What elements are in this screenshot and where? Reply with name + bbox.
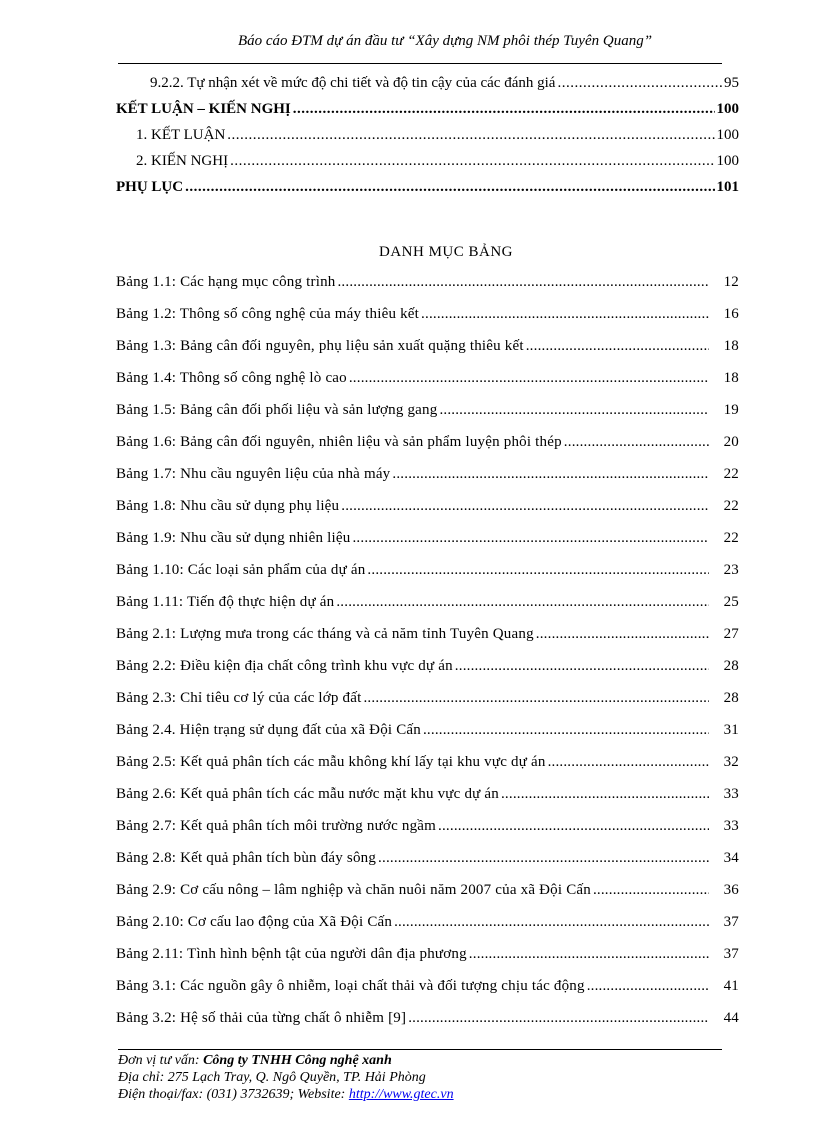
toc-entry[interactable] — [116, 179, 739, 205]
toc-entry-text: KẾT LUẬN – KIẾN NGHỊ — [116, 101, 291, 117]
table-item-page: 28 — [723, 690, 739, 706]
table-item-text: Bảng 1.4: Thông số công nghệ lò cao — [116, 370, 347, 386]
table-list-item[interactable] — [116, 434, 739, 466]
toc-entry-text: 2. KIẾN NGHỊ — [136, 153, 229, 169]
table-item-page: 28 — [723, 658, 739, 674]
table-item-text: Bảng 2.1: Lượng mưa trong các tháng và cả năm tỉnh Tuyên Quang — [116, 626, 534, 642]
table-item-page: 12 — [723, 274, 739, 290]
dot-leader — [408, 1010, 709, 1027]
table-list — [116, 274, 739, 1042]
footer-divider — [118, 1049, 722, 1050]
toc-entry-text: 1. KẾT LUẬN — [136, 127, 226, 143]
table-list-item[interactable] — [116, 722, 739, 754]
table-list-item[interactable] — [116, 626, 739, 658]
table-list-item[interactable] — [116, 914, 739, 946]
table-item-page: 25 — [723, 594, 739, 610]
table-list-item[interactable] — [116, 850, 739, 882]
dot-leader — [341, 498, 709, 515]
toc-entry-page: 95 — [724, 75, 739, 91]
dot-leader — [378, 850, 709, 867]
toc-entry[interactable] — [116, 153, 739, 179]
dot-leader — [557, 75, 722, 92]
table-item-text: Bảng 2.4. Hiện trạng sử dụng đất của xã Đội Cấn — [116, 722, 421, 738]
table-item-text: Bảng 2.3: Chỉ tiêu cơ lý của các lớp đất — [116, 690, 362, 706]
table-item-page: 22 — [723, 530, 739, 546]
dot-leader — [349, 370, 709, 387]
table-item-page: 23 — [723, 562, 739, 578]
footer-contact-line — [118, 1086, 454, 1103]
table-item-page: 37 — [723, 946, 739, 962]
table-list-item[interactable] — [116, 562, 739, 594]
toc-entry-text: PHỤ LỤC — [116, 179, 184, 195]
table-item-page: 44 — [723, 1010, 739, 1026]
table-list-item[interactable] — [116, 754, 739, 786]
table-item-text: Bảng 1.6: Bảng cân đối nguyên, nhiên liệu và sản phẩm luyện phôi thép — [116, 434, 562, 450]
dot-leader — [336, 594, 709, 611]
dot-leader — [548, 754, 709, 771]
table-item-page: 31 — [723, 722, 739, 738]
table-list-item[interactable] — [116, 882, 739, 914]
table-item-text: Bảng 1.3: Bảng cân đối nguyên, phụ liệu sản xuất quặng thiêu kết — [116, 338, 524, 354]
table-list-item[interactable] — [116, 402, 739, 434]
table-item-page: 41 — [723, 978, 739, 994]
table-item-text: Bảng 3.2: Hệ số thải của từng chất ô nhiễm [9] — [116, 1010, 407, 1026]
dot-leader — [501, 786, 709, 803]
table-item-page: 18 — [723, 370, 739, 386]
table-list-item[interactable] — [116, 946, 739, 978]
dot-leader — [227, 127, 714, 144]
table-item-text: Bảng 1.1: Các hạng mục công trình — [116, 274, 336, 290]
dot-leader — [185, 179, 714, 196]
dot-leader — [469, 946, 709, 963]
footer-unit-line — [118, 1052, 454, 1069]
section-title: DANH MỤC BẢNG — [378, 244, 513, 260]
table-list-item[interactable] — [116, 338, 739, 370]
table-item-text: Bảng 2.8: Kết quả phân tích bùn đáy sông — [116, 850, 377, 866]
dot-leader — [293, 101, 715, 118]
table-item-page: 20 — [723, 434, 739, 450]
table-list-item[interactable] — [116, 306, 739, 338]
page-footer — [118, 1052, 454, 1103]
dot-leader — [230, 153, 714, 170]
table-list-item[interactable] — [116, 370, 739, 402]
table-list-item[interactable] — [116, 594, 739, 626]
toc-entry-page: 100 — [716, 101, 739, 117]
dot-leader — [421, 306, 709, 323]
table-list-item[interactable] — [116, 466, 739, 498]
dot-leader — [352, 530, 709, 547]
dot-leader — [455, 658, 709, 675]
table-item-text: Bảng 2.10: Cơ cấu lao động của Xã Đội Cấn — [116, 914, 393, 930]
table-item-page: 33 — [723, 786, 739, 802]
dot-leader — [439, 402, 709, 419]
dot-leader — [587, 978, 709, 995]
footer-address: Địa chỉ: 275 Lạch Tray, Q. Ngô Quyền, TP. Hải Phòng — [118, 1070, 426, 1085]
table-item-text: Bảng 2.2: Điều kiện địa chất công trình khu vực dự án — [116, 658, 453, 674]
table-item-page: 22 — [723, 466, 739, 482]
dot-leader — [564, 434, 709, 451]
table-item-text: Bảng 2.5: Kết quả phân tích các mẫu không khí lấy tại khu vực dự án — [116, 754, 546, 770]
dot-leader — [438, 818, 709, 835]
table-list-item[interactable] — [116, 1010, 739, 1042]
table-list-item[interactable] — [116, 658, 739, 690]
dot-leader — [337, 274, 709, 291]
table-item-page: 32 — [723, 754, 739, 770]
table-item-page: 22 — [723, 498, 739, 514]
table-list-item[interactable] — [116, 274, 739, 306]
dot-leader — [423, 722, 709, 739]
dot-leader — [593, 882, 709, 899]
footer-unit-label: Đơn vị tư vấn: — [118, 1053, 200, 1068]
table-list-item[interactable] — [116, 978, 739, 1010]
toc-entry-text: 9.2.2. Tự nhận xét về mức độ chi tiết và độ tin cậy của các đánh giá — [150, 75, 556, 91]
dot-leader — [363, 690, 709, 707]
table-item-page: 33 — [723, 818, 739, 834]
table-item-page: 36 — [723, 882, 739, 898]
table-list-item[interactable] — [116, 690, 739, 722]
footer-company: Công ty TNHH Công nghệ xanh — [203, 1053, 392, 1068]
toc-entry-page: 100 — [716, 153, 739, 169]
toc-entry-page: 100 — [716, 127, 739, 143]
table-item-text: Bảng 1.11: Tiến độ thực hiện dự án — [116, 594, 335, 610]
header-title: Báo cáo ĐTM dự án đầu tư “Xây dựng NM phôi thép Tuyên Quang” — [237, 33, 653, 49]
footer-phone: Điện thoại/fax: (031) 3732639; Website: — [118, 1087, 346, 1102]
table-item-page: 37 — [723, 914, 739, 930]
table-list-item[interactable] — [116, 530, 739, 562]
table-list-item[interactable] — [116, 498, 739, 530]
toc-entry-page: 101 — [716, 179, 739, 195]
table-item-text: Bảng 1.10: Các loại sản phẩm của dự án — [116, 562, 366, 578]
header-divider — [118, 63, 722, 64]
table-item-page: 16 — [723, 306, 739, 322]
website-link[interactable]: http://www.gtec.vn — [348, 1087, 454, 1102]
table-item-text: Bảng 1.2: Thông số công nghệ của máy thiêu kết — [116, 306, 420, 322]
table-item-page: 27 — [723, 626, 739, 642]
table-list-item[interactable] — [116, 786, 739, 818]
table-item-page: 18 — [723, 338, 739, 354]
table-list-item[interactable] — [116, 818, 739, 850]
dot-leader — [392, 466, 709, 483]
toc-entry[interactable] — [116, 127, 739, 153]
table-item-text: Bảng 2.7: Kết quả phân tích môi trường nước ngầm — [116, 818, 437, 834]
table-item-page: 34 — [723, 850, 739, 866]
table-item-page: 19 — [723, 402, 739, 418]
toc-entry[interactable] — [116, 101, 739, 127]
dot-leader — [536, 626, 709, 643]
table-item-text: Bảng 1.5: Bảng cân đối phối liệu và sản lượng gang — [116, 402, 438, 418]
table-item-text: Bảng 2.11: Tình hình bệnh tật của người dân địa phương — [116, 946, 467, 962]
dot-leader — [394, 914, 709, 931]
toc-continuation — [116, 75, 739, 205]
table-item-text: Bảng 1.8: Nhu cầu sử dụng phụ liệu — [116, 498, 340, 514]
table-item-text: Bảng 2.6: Kết quả phân tích các mẫu nước mặt khu vực dự án — [116, 786, 499, 802]
table-item-text: Bảng 2.9: Cơ cấu nông – lâm nghiệp và chăn nuôi năm 2007 của xã Đội Cấn — [116, 882, 591, 898]
dot-leader — [367, 562, 709, 579]
toc-entry[interactable] — [116, 75, 739, 101]
table-item-text: Bảng 1.9: Nhu cầu sử dụng nhiên liệu — [116, 530, 351, 546]
table-item-text: Bảng 1.7: Nhu cầu nguyên liệu của nhà máy — [116, 466, 391, 482]
dot-leader — [526, 338, 709, 355]
table-item-text: Bảng 3.1: Các nguồn gây ô nhiễm, loại chất thải và đối tượng chịu tác động — [116, 978, 585, 994]
